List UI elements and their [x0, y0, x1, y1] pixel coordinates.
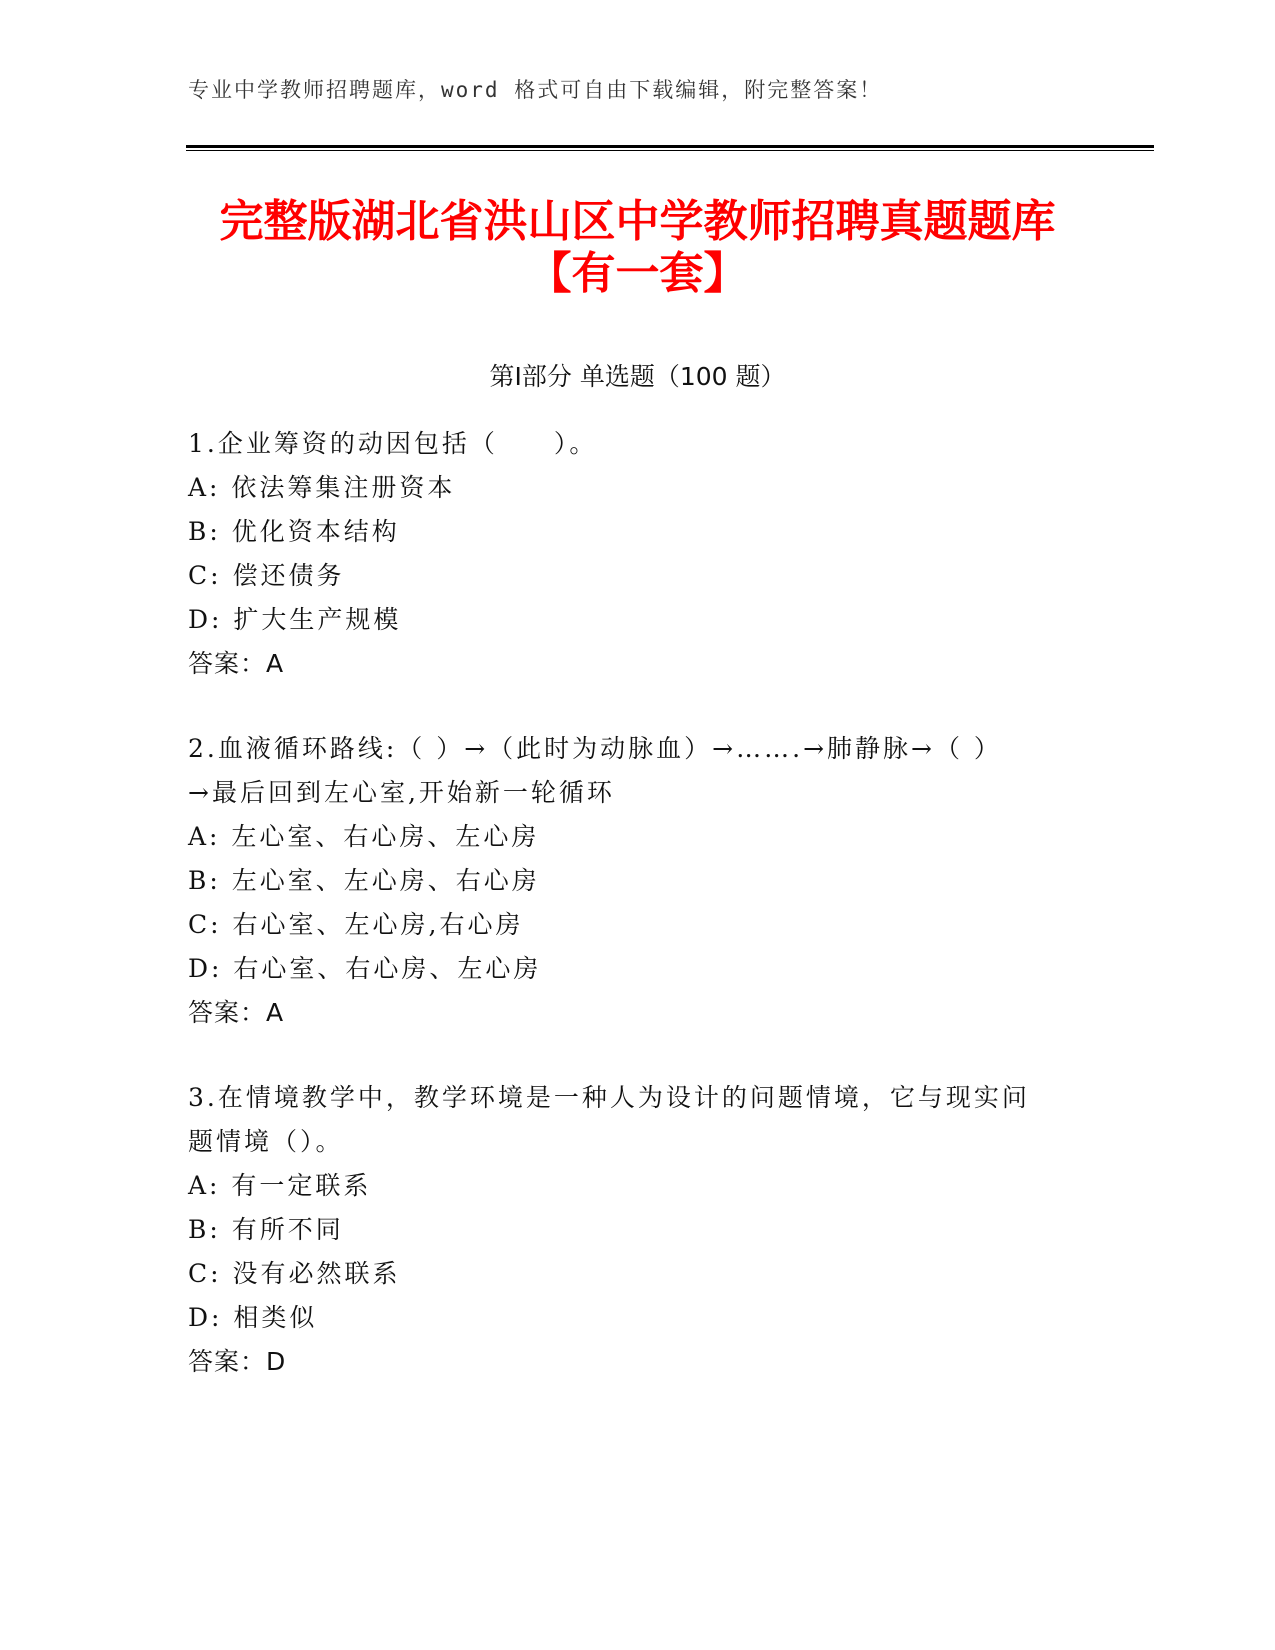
question-2-option-a: A: 左心室、右心房、左心房 — [188, 822, 540, 851]
question-2-stem-line-2: →最后回到左心室,开始新一轮循环 — [188, 778, 615, 807]
question-3-option-a: A: 有一定联系 — [188, 1171, 372, 1200]
question-2-stem-line-1: 2.血液循环路线:（ ）→（此时为动脉血）→…….→肺静脉→（ ） — [188, 734, 1002, 763]
question-1-option-d: D: 扩大生产规模 — [188, 605, 402, 634]
question-3-option-c: C: 没有必然联系 — [188, 1259, 401, 1288]
question-1-option-a: A: 依法筹集注册资本 — [188, 473, 456, 502]
document-title-line-1: 完整版湖北省洪山区中学教师招聘真题题库 — [219, 196, 1056, 247]
document-title-line-2: 【有一套】 — [527, 248, 748, 299]
page-header-note: 专业中学教师招聘题库，word 格式可自由下载编辑，附完整答案！ — [188, 78, 883, 102]
header-divider-thick — [186, 145, 1154, 148]
question-2-option-c: C: 右心室、左心房,右心房 — [188, 910, 524, 939]
question-1-option-c: C: 偿还债务 — [188, 561, 345, 590]
section-heading: 第Ⅰ部分 单选题（100 题） — [489, 362, 786, 391]
question-3-stem-line-2: 题情境（）。 — [188, 1127, 344, 1156]
question-2-option-b: B: 左心室、左心房、右心房 — [188, 866, 540, 895]
question-1-stem: 1.企业筹资的动因包括（ ）。 — [188, 429, 598, 458]
question-1-answer: 答案：A — [188, 649, 285, 678]
question-3-answer: 答案：D — [188, 1347, 287, 1376]
question-2-answer: 答案：A — [188, 998, 285, 1027]
header-divider-thin — [186, 150, 1154, 151]
question-2-option-d: D: 右心室、右心房、左心房 — [188, 954, 542, 983]
question-3-option-b: B: 有所不同 — [188, 1215, 344, 1244]
question-1-option-b: B: 优化资本结构 — [188, 517, 400, 546]
question-3-stem-line-1: 3.在情境教学中，教学环境是一种人为设计的问题情境，它与现实问 — [188, 1083, 1030, 1112]
question-3-option-d: D: 相类似 — [188, 1303, 318, 1332]
